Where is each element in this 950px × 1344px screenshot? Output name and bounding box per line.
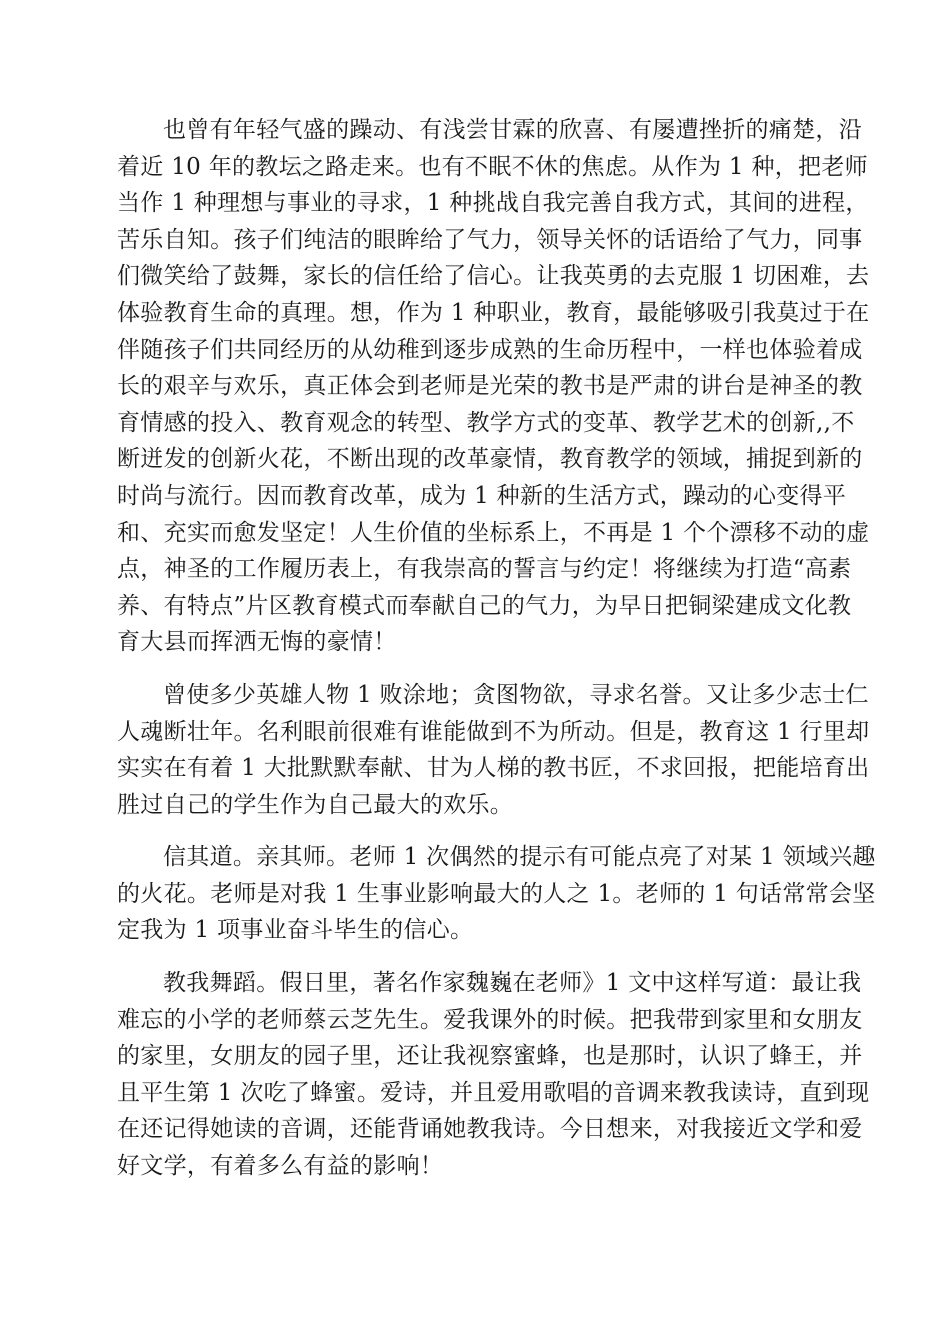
text-line: 体验教育生命的真理。想，作为 1 种职业，教育，最能够吸引我莫过于在 [117, 299, 870, 326]
text-line: 且平生第 1 次吃了蜂蜜。爱诗，并且爱用歌唱的音调来教我读诗，直到现 [117, 1079, 870, 1106]
paragraph-1 [117, 112, 870, 661]
text-line: 养、有特点”片区教育模式而奉献自己的气力，为早日把铜梁建成文化教 [117, 592, 852, 619]
text-line: 苦乐自知。孩子们纯洁的眼眸给了气力，领导关怀的话语给了气力，同事 [117, 226, 863, 253]
text-line: 育大县而挥洒无悔的豪情！ [117, 629, 397, 656]
text-line: 断迸发的创新火花，不断出现的改革豪情，教育教学的领域，捕捉到新的 [117, 446, 863, 473]
text-line: 好文学，有着多么有益的影响！ [117, 1153, 444, 1180]
text-line: 着近 10 年的教坛之路走来。也有不眠不休的焦虑。从作为 1 种，把老师 [117, 153, 868, 180]
text-line: 人魂断壮年。名利眼前很难有谁能做到不为所动。但是，教育这 1 行里却 [117, 718, 870, 745]
text-line: 实实在有着 1 大批默默奉献、甘为人梯的教书匠，不求回报，把能培育出 [117, 755, 870, 782]
text-line: 伴随孩子们共同经历的从幼稚到逐步成熟的生命历程中，一样也体验着成 [117, 336, 863, 363]
text-line: 时尚与流行。因而教育改革，成为 1 种新的生活方式，躁动的心变得平 [117, 482, 847, 509]
text-line: 也曾有年轻气盛的躁动、有浅尝甘霖的欣喜、有屡遭挫折的痛楚，沿 [163, 117, 862, 143]
document-body [117, 112, 876, 1201]
text-line: 的家里，女朋友的园子里，还让我视察蜜蜂，也是那时，认识了蜂王，并 [117, 1043, 863, 1070]
text-line: 的火花。老师是对我 1 生事业影响最大的人之 1。老师的 1 句话常常会坚 [117, 880, 876, 907]
text-line: 们微笑给了鼓舞，家长的信任给了信心。让我英勇的去克服 1 切困难，去 [117, 263, 870, 290]
text-line: 定我为 1 项事业奋斗毕生的信心。 [117, 917, 474, 944]
paragraph-4 [117, 965, 870, 1185]
text-line: 长的艰辛与欢乐，真正体会到老师是光荣的教书是严肃的讲台是神圣的教 [117, 373, 863, 400]
text-line: 教我舞蹈。假日里，著名作家魏巍在老师》1 文中这样写道：最让我 [163, 970, 862, 997]
text-line: 育情感的投入、教育观念的转型、教学方式的变革、教学艺术的创新,,不 [117, 409, 855, 436]
text-line: 在还记得她读的音调，还能背诵她教我诗。今日想来，对我接近文学和爱 [117, 1116, 863, 1143]
text-line: 难忘的小学的老师蔡云芝先生。爱我课外的时候。把我带到家里和女朋友 [117, 1006, 863, 1033]
text-line: 胜过自己的学生作为自己最大的欢乐。 [117, 791, 514, 818]
paragraph-3 [117, 839, 876, 949]
text-line: 信其道。亲其师。老师 1 次偶然的提示有可能点亮了对某 1 领域兴趣 [163, 844, 876, 871]
text-line: 点，神圣的工作履历表上，有我崇高的誓言与约定！将继续为打造“高素 [117, 556, 852, 583]
text-line: 曾使多少英雄人物 1 败涂地；贪图物欲，寻求名誉。又让多少志士仁 [163, 681, 869, 708]
text-line: 和、充实而愈发坚定！人生价值的坐标系上，不再是 1 个个漂移不动的虚 [117, 519, 870, 546]
paragraph-2 [117, 677, 870, 823]
text-line: 当作 1 种理想与事业的寻求，1 种挑战自我完善自我方式，其间的进程， [117, 190, 869, 217]
